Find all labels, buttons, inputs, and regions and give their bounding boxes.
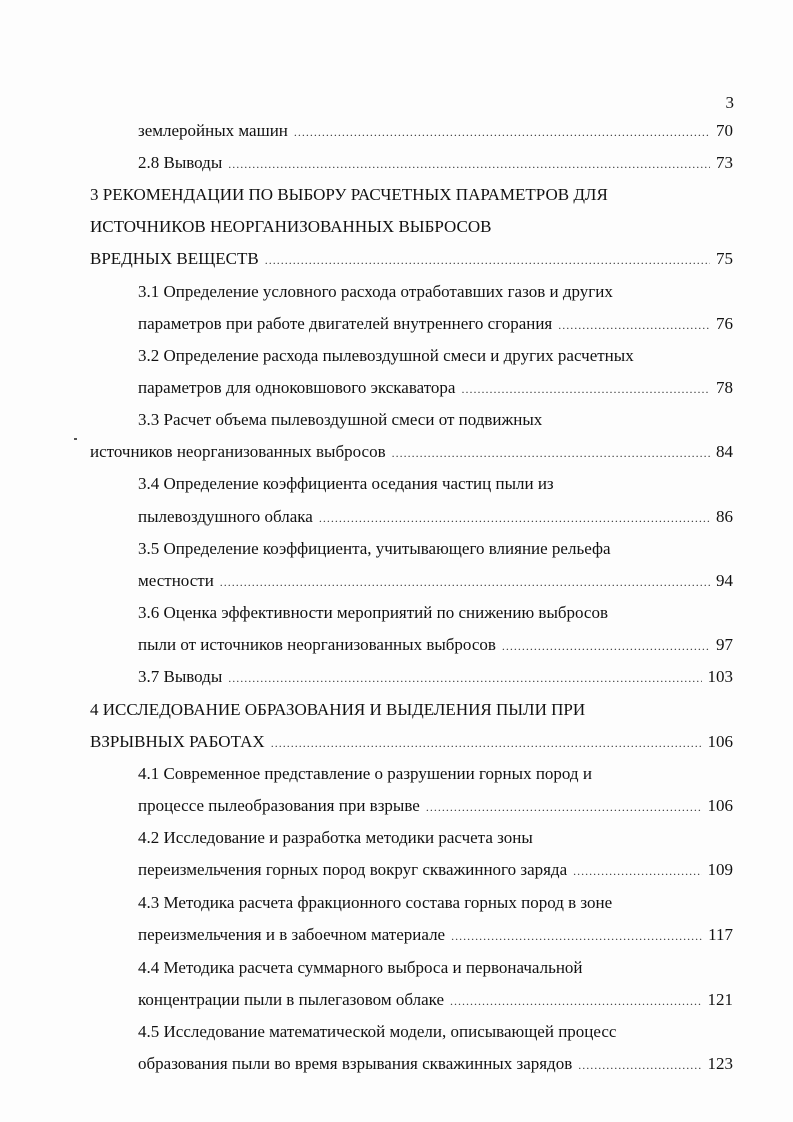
toc-entry — [90, 731, 733, 754]
toc-entry — [138, 377, 733, 400]
toc-entry-title-line: 3.4 Определение коэффициента оседания частиц пыли из — [138, 474, 554, 493]
toc-entry-page: 123 — [707, 1054, 733, 1073]
toc-entry-title: ВРЕДНЫХ ВЕЩЕСТВ — [90, 249, 259, 268]
toc-entry-page: 106 — [707, 796, 733, 815]
toc-entry-title: пылевоздушного облака — [138, 507, 313, 526]
toc-entry-title: землеройных машин — [138, 121, 288, 140]
toc-entry — [138, 989, 733, 1012]
leader-dots — [228, 667, 701, 689]
leader-dots — [265, 249, 710, 271]
leader-dots — [426, 796, 702, 818]
toc-entry-title-line: 4.1 Современное представление о разрушении горных пород и — [138, 764, 592, 783]
toc-entry-title: 3.7 Выводы — [138, 667, 223, 686]
toc-entry-title-line: 3.1 Определение условного расхода отработавших газов и других — [138, 282, 613, 301]
toc-entry-title: 2.8 Выводы — [138, 153, 223, 172]
leader-dots — [228, 153, 710, 175]
toc-entry-page: 106 — [707, 732, 733, 751]
toc-entry-page: 109 — [707, 860, 733, 879]
toc-entry-title: переизмельчения горных пород вокруг скважинного заряда — [138, 860, 568, 879]
toc-entry — [138, 924, 733, 947]
toc-entry-page: 75 — [716, 249, 733, 268]
leader-dots — [461, 378, 710, 400]
chapter-title-line: 3 РЕКОМЕНДАЦИИ ПО ВЫБОРУ РАСЧЕТНЫХ ПАРАМЕТРОВ ДЛЯ — [90, 185, 608, 204]
toc-entry-page: 117 — [708, 925, 733, 944]
toc-entry-title: параметров для одноковшового экскаватора — [138, 378, 456, 397]
leader-dots — [578, 1054, 701, 1076]
toc-entry-title-line: 4.5 Исследование математической модели, описывающей процесс — [138, 1022, 617, 1041]
toc-entry-title: переизмельчения и в забоечном материале — [138, 925, 446, 944]
toc-entry-page: 103 — [707, 667, 733, 686]
toc-entry-page: 94 — [716, 571, 733, 590]
toc-entry-title: концентрации пыли в пылегазовом облаке — [138, 990, 444, 1009]
toc-entry-title-line: 4.4 Методика расчета суммарного выброса и первоначальной — [138, 958, 583, 977]
toc-entry-title: процессе пылеобразования при взрыве — [138, 796, 420, 815]
leader-dots — [450, 990, 702, 1012]
leader-dots — [558, 314, 710, 336]
toc-entry-title-line: 3.2 Определение расхода пылевоздушной смеси и других расчетных — [138, 346, 634, 365]
chapter-title-line: 4 ИССЛЕДОВАНИЕ ОБРАЗОВАНИЯ И ВЫДЕЛЕНИЯ ПЫЛИ ПРИ — [90, 700, 586, 719]
toc-entry-page: 86 — [716, 507, 733, 526]
toc-entry-page: 78 — [716, 378, 733, 397]
toc-entry — [138, 1053, 733, 1076]
toc-entry-page: 76 — [716, 314, 733, 333]
toc-entry-title-line: 4.3 Методика расчета фракционного состава горных пород в зоне — [138, 893, 613, 912]
leader-dots — [392, 442, 710, 464]
chapter-title-line: ИСТОЧНИКОВ НЕОРГАНИЗОВАННЫХ ВЫБРОСОВ — [90, 217, 492, 236]
toc-entry-title: параметров при работе двигателей внутреннего сгорания — [138, 314, 553, 333]
leader-dots — [319, 507, 710, 529]
toc-entry-title: источников неорганизованных выбросов — [90, 442, 386, 461]
toc-entry-title: местности — [138, 571, 214, 590]
toc-entry-page: 97 — [716, 635, 733, 654]
toc-entry — [138, 506, 733, 529]
page-number: 3 — [725, 93, 734, 112]
toc-entry — [138, 634, 733, 657]
toc-entry — [138, 313, 733, 336]
leader-dots — [271, 732, 702, 754]
leader-dots — [502, 635, 710, 657]
toc-entry-page: 70 — [716, 121, 733, 140]
leader-dots — [451, 925, 702, 947]
leader-dots — [220, 571, 710, 593]
scan-speck — [74, 438, 77, 440]
toc-entry — [138, 570, 733, 593]
toc-entry-page: 84 — [716, 442, 733, 461]
toc-entry — [138, 859, 733, 882]
toc-entry-title-line: 4.2 Исследование и разработка методики расчета зоны — [138, 828, 533, 847]
toc-entry — [138, 795, 733, 818]
toc-entry — [138, 152, 733, 175]
toc-entry-title: пыли от источников неорганизованных выбросов — [138, 635, 496, 654]
toc-entry — [138, 120, 733, 143]
toc-entry — [90, 441, 733, 464]
toc-entry-page: 73 — [716, 153, 733, 172]
toc-entry-title-line: 3.5 Определение коэффициента, учитывающего влияние рельефа — [138, 539, 611, 558]
toc-entry-title-line: 3.6 Оценка эффективности мероприятий по снижению выбросов — [138, 603, 609, 622]
toc-entry-page: 121 — [707, 990, 733, 1009]
toc-entry-title-line: 3.3 Расчет объема пылевоздушной смеси от подвижных — [138, 410, 543, 429]
toc-entry-title: образования пыли во время взрывания скважинных зарядов — [138, 1054, 573, 1073]
leader-dots — [294, 121, 710, 143]
toc-entry — [138, 666, 733, 689]
leader-dots — [573, 860, 701, 882]
toc-entry — [90, 248, 733, 271]
toc-entry-title: ВЗРЫВНЫХ РАБОТАХ — [90, 732, 265, 751]
